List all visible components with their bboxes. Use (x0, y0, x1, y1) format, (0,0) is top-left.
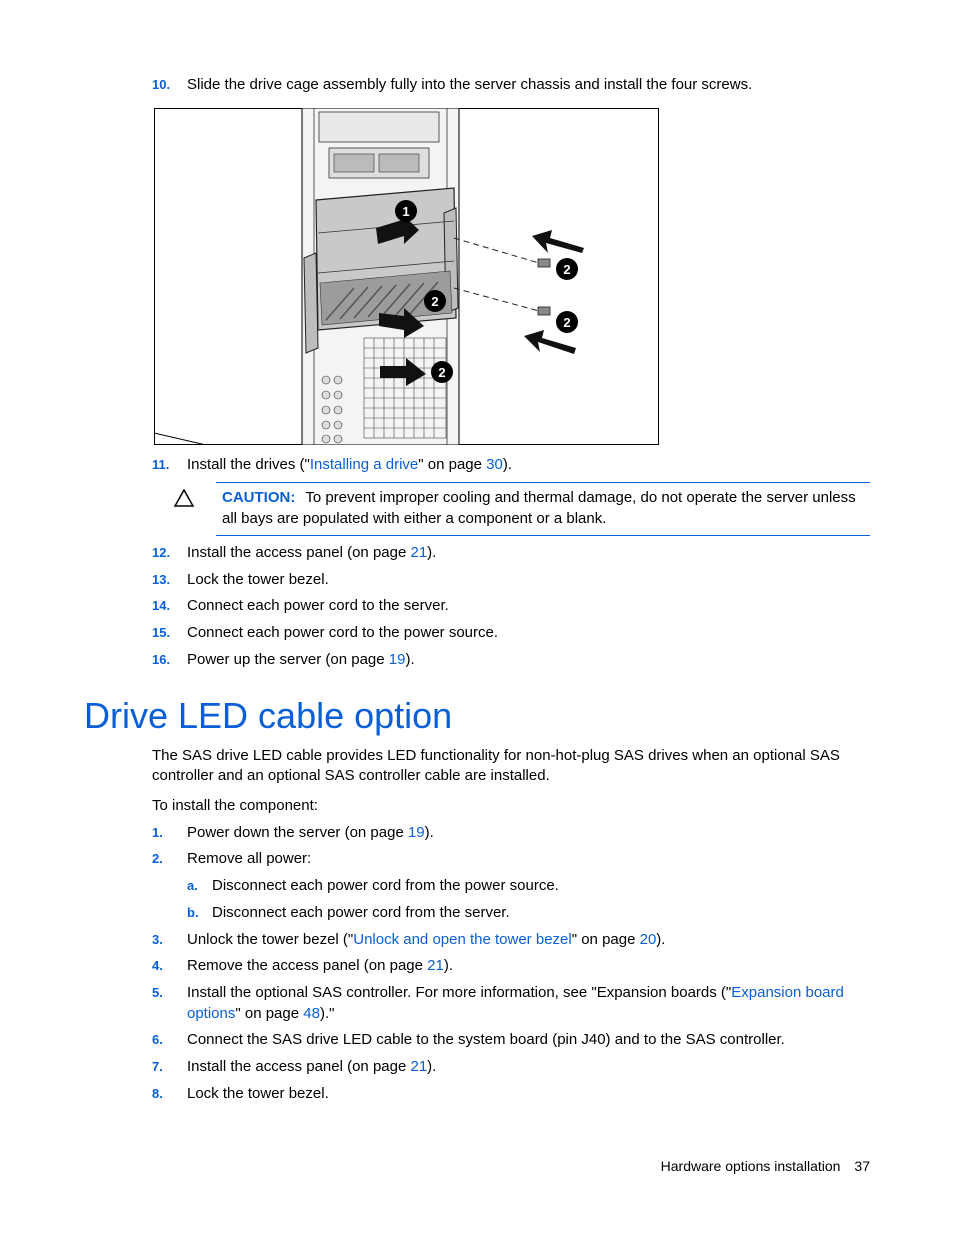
step-text: Disconnect each power cord from the server. (212, 904, 510, 921)
link-page-21[interactable]: 21 (410, 544, 428, 561)
step-text: Install the access panel (on page 21). (187, 544, 437, 561)
caution-box (216, 482, 870, 536)
drive-cage-illustration (154, 108, 659, 445)
step-text: Lock the tower bezel. (187, 571, 329, 588)
link-installing-a-drive[interactable]: Installing a drive (309, 456, 419, 473)
step-text: Connect the SAS drive LED cable to the system board (pin J40) and to the SAS controller. (187, 1031, 785, 1048)
step-number: 2. (152, 851, 163, 866)
step-number: b. (187, 905, 199, 920)
link-page-20[interactable]: 20 (639, 931, 657, 948)
page-number: 37 (854, 1158, 870, 1174)
step-number: a. (187, 878, 198, 893)
server-chassis (302, 108, 459, 445)
step-text: Power down the server (on page 19). (187, 824, 434, 841)
step-text: Install the drives ("Installing a drive" on page 30). (187, 456, 513, 473)
step-number: 6. (152, 1032, 163, 1047)
step-number: 12. (152, 545, 171, 560)
page-footer (661, 1158, 870, 1174)
svg-text:2: 2 (431, 294, 439, 309)
footer-section-title: Hardware options installation (660, 1158, 841, 1174)
step-number: 1. (152, 825, 163, 840)
section-heading: Drive LED cable option (84, 695, 453, 736)
callout-2 (424, 290, 446, 312)
step-number: 14. (152, 598, 171, 613)
step-number: 15. (152, 625, 171, 640)
step-text: Power up the server (on page 19). (187, 651, 415, 668)
caution-text: CAUTION: To prevent improper cooling and thermal damage, do not operate the server unless all bays are populated with either a component or a blank. (222, 489, 856, 527)
svg-text:1: 1 (402, 204, 410, 219)
step-text: Slide the drive cage assembly fully into the server chassis and install the four screws. (187, 76, 753, 93)
link-page-21[interactable]: 21 (427, 957, 444, 974)
callout-2 (556, 258, 578, 280)
step-number: 16. (152, 652, 171, 667)
step-number: 8. (152, 1086, 163, 1101)
step-text: Install the optional SAS controller. For more information, see "Expansion boards ("Expansion board (187, 984, 844, 1001)
callout-1 (395, 200, 417, 222)
caution-triangle-icon (174, 489, 194, 507)
link-expansion-board-options[interactable]: options (187, 1005, 236, 1022)
step-number: 13. (152, 572, 171, 587)
callout-2 (431, 361, 453, 383)
intro-paragraph: The SAS drive LED cable provides LED functionality for non-hot-plug SAS drives when an optional SAS controller and an optional SAS controller cable are installed. (152, 747, 840, 784)
step-text: Remove all power: (187, 850, 312, 867)
link-expansion-board-options[interactable]: Expansion board (731, 984, 844, 1001)
step-text: Unlock the tower bezel ("Unlock and open the tower bezel" on page 20). (187, 931, 666, 948)
link-page-19[interactable]: 19 (407, 824, 425, 841)
callout-2 (556, 311, 578, 333)
step-text: Disconnect each power cord from the power source. (212, 877, 559, 894)
link-page-21[interactable]: 21 (410, 1058, 428, 1075)
step-text: Lock the tower bezel. (187, 1085, 329, 1102)
link-unlock-tower-bezel[interactable]: Unlock and open the tower bezel (353, 931, 572, 948)
link-page-48[interactable]: 48 (303, 1005, 320, 1022)
step-text: Connect each power cord to the power source. (187, 624, 499, 641)
step-number: 4. (152, 958, 163, 973)
step-text-continued: options" on page 48)." (187, 1005, 335, 1022)
link-page-19[interactable]: 19 (388, 651, 406, 668)
step-number: 5. (152, 985, 163, 1000)
step-number: 11. (152, 457, 170, 472)
link-page-30[interactable]: 30 (486, 456, 503, 473)
step-number: 7. (152, 1059, 163, 1074)
drive-cage-figure-svg (154, 108, 659, 445)
svg-text:2: 2 (563, 262, 571, 277)
step-text: Connect each power cord to the server. (187, 597, 449, 614)
svg-text:2: 2 (563, 315, 571, 330)
to-install-text: To install the component: (152, 797, 318, 814)
step-number: 10. (152, 77, 171, 92)
step-text: Install the access panel (on page 21). (187, 1058, 437, 1075)
caution-label: CAUTION: (222, 489, 296, 506)
step-text: Remove the access panel (on page 21). (187, 957, 454, 974)
svg-text:2: 2 (438, 365, 446, 380)
step-number: 3. (152, 932, 163, 947)
